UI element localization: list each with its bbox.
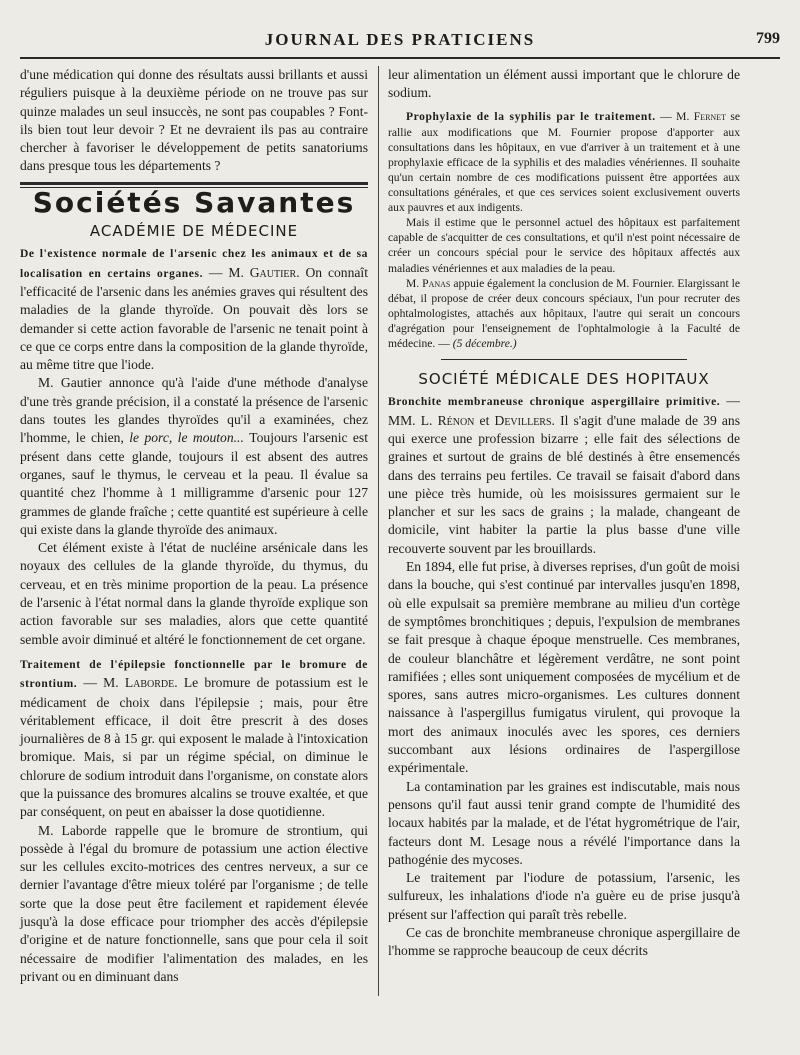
bronchite-and: et [474,412,495,428]
syphilis-p3-author: Panas [422,276,451,290]
left-intro-paragraph: d'une médication qui donne des résultats aussi brillants et aussi réguliers puisque à la deuxième période on ne trouve pas sur quinze malades un seul insuccès, ne sont pas coupables ? Font-ils bien tout leur devoir ? Et ne devraient ils pas au contraire chercher à favoriser le développement de petits sanatoriums dans presque tous les départements ? [20,67,368,174]
arsenic-paragraph-2 [20,374,368,539]
syphilis-p3-body: appuie également la conclusion de M. Fournier. Elargissant le débat, il propose de créer deux concours spéciaux, l'un pour recruter des ophtalmologistes, attachés aux hôpitaux, l'autre qui serait un concours d'agrégation pour l'enseignement de l'ophtalmologie à la Faculté de médecine. — [388,276,741,350]
section-rule [20,182,368,185]
syphilis-author: Fernet [693,109,726,123]
syphilis-p3-start: M. [406,276,423,290]
syphilis-paragraph-1 [388,109,740,216]
syphilis-date: (5 décembre.) [452,337,517,350]
arsenic-separator: — M. [203,264,250,280]
strontium-paragraph-2: M. Laborde rappelle que le bromure de strontium, qui possède à l'égal du bromure de potassium une action élective sur les cellules excito-motrices des centres nerveux, a sur ce dernier l'avantage d'être mieux toléré par l'organisme ; de telle sorte que la dose peut être facilement et rapidement élevée jusqu'à la dose efficace pour triompher des accès d'épilepsie d'origine et de nature fonctionnelle, sans que pour cela il soit nécessaire de modifier l'alimentation des malades, en les privant ou en diminuant dans [20,822,368,984]
bronchite-paragraph-2: En 1894, elle fut prise, à diverses reprises, d'un goût de moisi dans la bouche, qui s'est continué par intervalles jusqu'en 1898, où elle expulsait sa première membrane au milieu d'un cortège de symptômes bronchitiques ; depuis, l'expulsion de membranes se fait presque à chaque époque menstruelle. Ces membranes, de couleur blanchâtre et légèrement verdâtre, ne sont point ramifiées ; elles sont uniquement composées de mycélium et de spores, sans autres micro-organismes. Les cultures donnent naissance à l'aspergillus fumigatus virulent, qui provoque la mort des animaux inoculés avec les spores, ces derniers succombant aux lésions ordinaires de l'aspergillose expérimentale. [388,559,740,776]
arsenic-p2-start: M. Gautier annonce qu'à l'aide d'une méthode d'analyse d'une très grande précision, il a constaté la présence de l'arsenic dans toutes les glandes thyroïdes qu'il a examinées, chez l'homme, le chien, [20,375,368,446]
page-header [20,30,780,52]
strontium-separator: — M. [77,675,125,691]
bronchite-paragraph-3: La contamination par les graines est indiscutable, mais nous pensons qu'il faut aussi tenir grand compte de l'humidité des locaux habités par la malade, et de l'état hygrométrique de l'air, facteurs dont M. Lesage nous a révélé l'importance dans la pathogénie des mycoses. [388,778,740,867]
syphilis-body-1: se rallie aux modifications que M. Fournier propose d'apporter aux consultations dans les hôpitaux, en vue d'arriver à un traitement et à une prophylaxie efficace de la syphilis et des maladies vénériennes. Il souhaite qu'un certain nombre de ces modifications puissent être apportées aux consultations générales, et que ces services soient exclusivement ouverts aux pauvres et aux indigents. [388,109,741,215]
arsenic-p2-end: Toujours l'arsenic est présent dans cette glande, toujours il est absent des autres organes, sauf le thymus, le cerveau et la peau. Il évalue sa quantité chez l'homme à 1 milligramme d'arsenic pour 127 grammes de glande fraîche ; cette quantité est supérieure à celle qui existe dans la glande thyroïde des animaux. [20,430,368,537]
left-column [20,66,368,986]
arsenic-p2-italic: le porc, le mouton... [129,430,250,446]
journal-title: JOURNAL DES PRATICIENS [264,30,536,49]
bronchite-separator: — MM. L. [388,393,740,428]
article-separator-rule [441,359,687,360]
strontium-rubric: Traitement de l'épilepsie fonctionnelle par le bromure de strontium. [20,658,368,691]
strontium-paragraph-1 [20,655,368,822]
academy-heading: ACADÉMIE DE MÉDECINE [89,222,299,241]
bronchite-rubric: Bronchite membraneuse chronique aspergillaire primitive. [388,396,721,409]
society-heading: SOCIÉTÉ MÉDICALE DES HOPITAUX [418,370,710,389]
section-heading: Sociétés Savantes [32,185,356,219]
bronchite-paragraph-4: Le traitement par l'iodure de potassium, l'arsenic, les sulfureux, les inhalations d'iode n'a guère eu de prise jusqu'à présent sur l'affection qui paraît très rebelle. [388,870,740,922]
arsenic-author: Gautier. [249,264,300,280]
syphilis-paragraph-2: Mais il estime que le personnel actuel des hôpitaux est parfaitement capable de s'acquitter de ces consultations, et qu'il n'est point nécessaire de créer un concours spécial pour le service des hôpitaux affectés aux maladies vénériennes et aux maladies de la peau. [388,216,740,275]
bronchite-paragraph-1 [388,392,740,558]
bronchite-paragraph-5: Ce cas de bronchite membraneuse chronique aspergillaire de l'homme se rapproche beaucoup de ceux décrits [388,925,740,959]
syphilis-rubric: Prophylaxie de la syphilis par le traitement. [406,110,656,123]
page-number: 799 [756,30,780,47]
header-rule [20,57,780,59]
column-divider [378,66,379,996]
right-intro-paragraph: leur alimentation un élément aussi important que le chlorure de sodium. [388,67,740,101]
arsenic-body-1: On connaît l'efficacité de l'arsenic dans les anémies graves qui résultent des maladies de la glande thyroïde. On pouvait dès lors se demander si cette action favorable de l'arsenic ne tenait point à ce que ce corps entre dans la composition de la glande thyroïde, au même titre que l'iode. [20,264,368,373]
bronchite-author-2: Devillers. [494,412,555,428]
bronchite-author-1: Rénon [437,412,475,428]
bronchite-body-1: Il s'agit d'une malade de 39 ans qui exerce une profession bizarre ; elle fait des sélections de graines et surtout de grains de blé destinés à être ensemencés dans des terrains peu fertiles. Ce travail se faisait d'abord dans une pièce très humide, où les moisissures germaient sur le plancher et sur les sacs de grains ; la malade, changeant de domicile, vint habiter la partie la plus basse d'une ville recouverte souvent par les brouillards. [388,412,741,556]
arsenic-paragraph-3: Cet élément existe à l'état de nucléine arsénicale dans les noyaux des cellules de la glande thyroïde, du thymus, du cerveau, et en très minime proportion de la peau. La présence de l'arsenic à l'état normal dans la glande thyroïde explique son action favorable sur ses maladies, alors que cette quantité semble avoir diminué et altéré le fonctionnement de cet organe. [20,540,368,647]
right-column [388,66,740,961]
strontium-author: Laborde. [124,675,178,691]
arsenic-rubric: De l'existence normale de l'arsenic chez les animaux et de sa localisation en certains organes. [20,248,368,280]
strontium-body-1: Le bromure de potassium est le médicament de choix dans l'épilepsie ; mais, pour être véritablement efficace, il doit être prescrit à des doses journalières de 8 à 15 gr. qui exposent le malade à l'intoxication bromique. Mais, si par un régime spécial, on diminue le chlorure de sodium introduit dans l'organisme, on constate alors que la puissance des bromures alcalins se trouve exaltée, et que par conséquent, on peut en abaisser la dose quotidienne. [20,675,368,820]
syphilis-separator: — M. [655,109,694,123]
syphilis-paragraph-3 [388,276,740,351]
syphilis-article [388,103,740,352]
arsenic-paragraph-1 [20,244,368,374]
